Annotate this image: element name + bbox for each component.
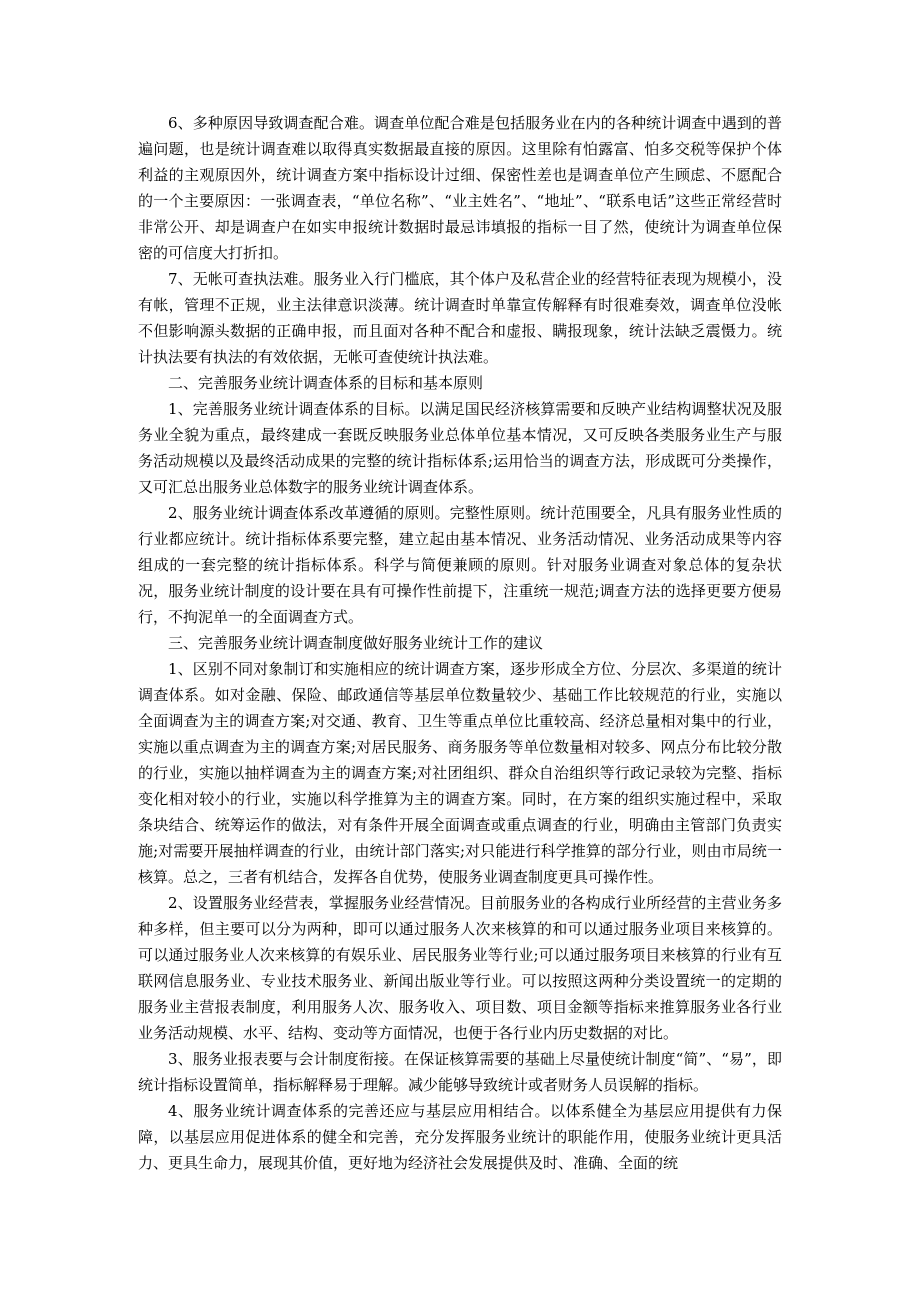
paragraph-principles: 2、服务业统计调查体系改革遵循的原则。完整性原则。统计范围要全，凡具有服务业性质的行业都应统计。统计指标体系要完整，建立起由基本情况、业务活动情况、业务活动成果等内容组成的一套完整的统计指标体系。科学与简便兼顾的原则。针对服务业调查对象总体的复杂状况，服务业统计制度的设计要在具有可操作性前提下，注重统一规范;调查方法的选择更要方便易行，不拘泥单一的全面调查方式。 (138, 504, 782, 626)
paragraph-suggestion-4: 4、服务业统计调查体系的完善还应与基层应用相结合。以体系健全为基层应用提供有力保障，以基层应用促进体系的健全和完善，充分发挥服务业统计的职能作用，使服务业统计更具活力、更具生命力，展现其价值，更好地为经济社会发展提供及时、准确、全面的统 (138, 1102, 782, 1172)
section-heading-3: 三、完善服务业统计调查制度做好服务业统计工作的建议 (168, 634, 544, 652)
paragraph-7-enforcement: 7、无帐可查执法难。服务业入行门槛底，其个体户及私营企业的经营特征表现为规模小，没有帐，管理不正规，业主法律意识淡薄。统计调查时单靠宣传解释有时很难奏效，调查单位没帐不但影响源头数据的正确申报，而且面对各种不配合和虚报、瞒报现象，统计法缺乏震慑力。统计执法要有执法的有效依据，无帐可查使统计执法难。 (138, 270, 782, 366)
paragraph-suggestion-2: 2、设置服务业经营表，掌握服务业经营情况。目前服务业的各构成行业所经营的主营业务多种多样，但主要可以分为两种，即可以通过服务人次来核算的和可以通过服务业项目来核算的。可以通过服务业人次来核算的有娱乐业、居民服务业等行业;可以通过服务项目来核算的行业有互联网信息服务业、专业技术服务业、新闻出版业等行业。可以按照这两种分类设置统一的定期的服务业主营报表制度，利用服务人次、服务收入、项目数、项目金额等指标来推算服务业各行业业务活动规模、水平、结构、变动等方面情况，也便于各行业内历史数据的对比。 (138, 894, 782, 1042)
paragraph-6-cooperation: 6、多种原因导致调查配合难。调查单位配合难是包括服务业在内的各种统计调查中遇到的普遍问题，也是统计调查难以取得真实数据最直接的原因。这里除有怕露富、怕多交税等保护个体利益的主观原因外，统计调查方案中指标设计过细、保密性差也是调查单位产生顾虑、不愿配合的一个主要原因：一张调查表，“单位名称”、“业主姓名”、“地址”、“联系电话”这些正常经营时非常公开、却是调查户在如实申报统计数据时最忌讳填报的指标一目了然，使统计为调查单位保密的可信度大打折扣。 (138, 114, 782, 262)
paragraph-suggestion-3: 3、服务业报表要与会计制度衔接。在保证核算需要的基础上尽量使统计制度“简”、“易”，即统计指标设置简单，指标解释易于理解。减少能够导致统计或者财务人员误解的指标。 (138, 1050, 782, 1094)
section-heading-2: 二、完善服务业统计调查体系的目标和基本原则 (168, 374, 484, 392)
paragraph-suggestion-1: 1、区别不同对象制订和实施相应的统计调查方案，逐步形成全方位、分层次、多渠道的统计调查体系。如对金融、保险、邮政通信等基层单位数量较少、基础工作比较规范的行业，实施以全面调查为主的调查方案;对交通、教育、卫生等重点单位比重较高、经济总量相对集中的行业，实施以重点调查为主的调查方案;对居民服务、商务服务等单位数量相对较多、网点分布比较分散的行业，实施以抽样调查为主的调查方案;对社团组织、群众自治组织等行政记录较为完整、指标变化相对较小的行业，实施以科学推算为主的调查方案。同时，在方案的组织实施过程中，采取条块结合、统筹运作的做法，对有条件开展全面调查或重点调查的行业，明确由主管部门负责实施;对需要开展抽样调查的行业，由统计部门落实;对只能进行科学推算的部分行业，则由市局统一核算。总之，三者有机结合，发挥各自优势，使服务业调查制度更具可操作性。 (138, 660, 782, 886)
paragraph-goal: 1、完善服务业统计调查体系的目标。以满足国民经济核算需要和反映产业结构调整状况及服务业全貌为重点，最终建成一套既反映服务业总体单位基本情况，又可反映各类服务业生产与服务活动规模以及最终活动成果的完整的统计指标体系;运用恰当的调查方法，形成既可分类操作，又可汇总出服务业总体数字的服务业统计调查体系。 (138, 400, 782, 496)
